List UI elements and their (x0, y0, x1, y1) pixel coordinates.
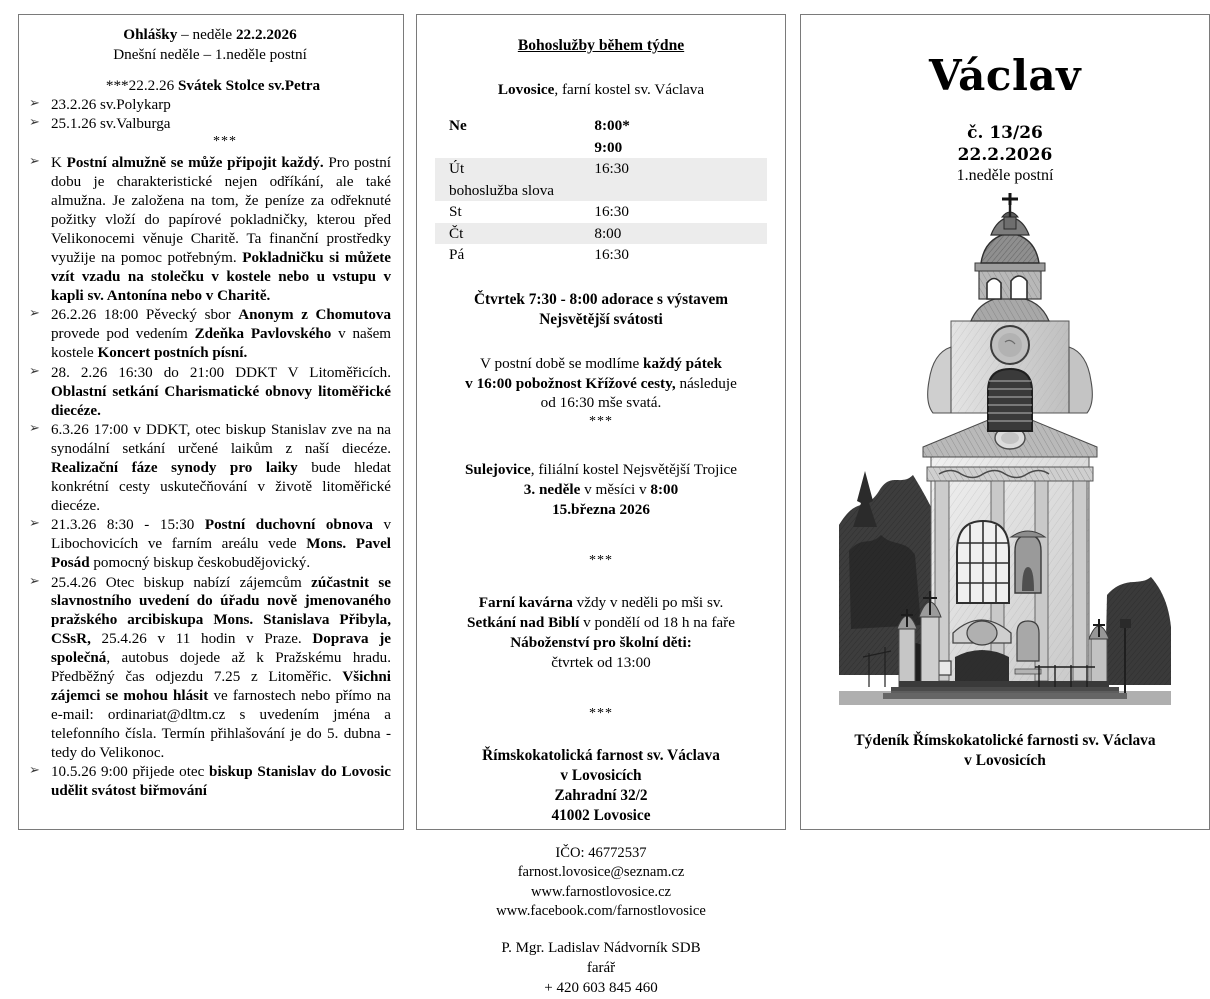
religion-classes-title: Náboženství pro školní děti: (510, 633, 692, 651)
announcement-text: provede pod vedením (51, 326, 195, 343)
table-row (435, 158, 767, 180)
priest-role: farář (586, 960, 616, 977)
announcements-panel (18, 14, 404, 830)
issue-number: č. 13/26 (967, 123, 1043, 143)
announcement-text: , autobus dojede až k Pražskému hradu. Předběžný čas odjezdu 7.25 z Litoměřic. (51, 650, 391, 686)
sulejovice-month-text: v měsíci v (580, 480, 651, 498)
announcement-text: bude hledat konkrétní cesty uskutečňování v životě litoměřické diecéze. (51, 459, 391, 514)
priest-phone[interactable]: + 420 603 845 460 (544, 980, 658, 997)
adoration-line-1: Čtvrtek 7:30 - 8:00 adorace s výstavem (473, 291, 729, 309)
parish-address-line-2: v Lovosicích (560, 767, 642, 785)
adoration-line-2: Nejsvětější svátosti (539, 310, 663, 328)
parish-ico: IČO: 46772537 (555, 844, 647, 861)
parish-address-line-1: Římskokatolická farnost sv. Václava (482, 747, 720, 765)
announcement-item (29, 574, 391, 763)
way-of-cross-block (435, 354, 767, 413)
church-photo (839, 195, 1171, 719)
bible-meeting-line (435, 613, 767, 633)
announcement-emphasis: zúčastnit se slavnostního uvedení do úřadu nově jmenovaného pražského arcibiskupa Mons. Stanislava Přibyla, CSsR, (51, 574, 392, 648)
schedule-day: Út (435, 158, 594, 180)
parish-email[interactable]: farnost.lovosice@seznam.cz (517, 864, 685, 881)
sulejovice-block (435, 460, 767, 519)
bulletin-footer (815, 731, 1195, 772)
bulletin-footer-line-2: v Lovosicích (964, 752, 1046, 770)
bulletin-footer-line-1: Týdeník Římskokatolické farnosti sv. Václava (854, 731, 1156, 749)
sulejovice-church-line (435, 460, 767, 480)
list-item: ➢ 23.2.26 sv.Polykarp (29, 96, 391, 115)
parish-address-line-4: 41002 Lovosice (551, 806, 651, 824)
table-row (435, 180, 767, 202)
schedule-day: bohoslužba slova (435, 180, 594, 202)
announcement-text: 28. 2.26 16:30 do 21:00 DDKT V Litoměřicích. (51, 364, 391, 381)
religion-classes-time: čtvrtek od 13:00 (551, 653, 651, 671)
sulejovice-church-rest: , filiální kostel Nejsvětější Trojice (530, 461, 738, 479)
announcement-item (29, 516, 391, 573)
services-heading: Bohoslužby během týdne (517, 37, 685, 54)
section-separator: *** (589, 414, 613, 430)
announcement-emphasis: Realizační fáze synody pro laiky (51, 459, 298, 476)
table-row (435, 223, 767, 245)
announcements-subtitle: Dnešní neděle – 1.neděle postní (113, 45, 307, 63)
way-of-cross-friday: každý pátek (643, 354, 722, 372)
page-title: Václav (928, 51, 1082, 100)
table-row (435, 201, 767, 223)
issue-date: 22.2.2026 (957, 145, 1053, 166)
announcement-text: pomocný biskup českobudějovický. (89, 555, 311, 572)
priest-block (435, 939, 767, 999)
announcement-item (29, 763, 391, 801)
feast-name: Svátek Stolce sv.Petra (177, 76, 321, 94)
announcement-item (29, 154, 391, 306)
sulejovice-date-value: 15.března 2026 (552, 500, 650, 518)
announcement-text: v Libochovicích ve farním areálu vede (51, 517, 392, 553)
schedule-time (594, 180, 767, 202)
announcement-text: v našem kostele (51, 326, 392, 362)
parish-address-line-3: Zahradní 32/2 (554, 787, 648, 805)
issue-sunday: 1.neděle postní (956, 167, 1054, 185)
sulejovice-frequency (435, 480, 767, 500)
section-separator: *** (589, 553, 613, 569)
announcements-title-dash: – neděle (177, 26, 236, 43)
announcement-emphasis: Oblastní setkání Charismatické obnovy litoměřické diecéze. (51, 383, 391, 419)
announcement-text: 25.4.26 v 11 hodin v Praze. (90, 631, 313, 648)
announcements-title (29, 25, 391, 45)
table-row (435, 137, 767, 159)
feast-stars: *** (105, 76, 129, 94)
parish-contact-block (435, 844, 767, 922)
schedule-day: Pá (449, 246, 465, 264)
church-illustration (839, 195, 1171, 719)
sulejovice-name: Sulejovice (464, 461, 531, 479)
announcements-title-date: 22.2.2026 (235, 26, 297, 43)
announcement-text: K (51, 155, 67, 172)
announcement-item (29, 364, 391, 421)
announcement-emphasis: Mons. Pavel Posád (51, 536, 391, 572)
lovosice-church-rest: , farní kostel sv. Václava (554, 81, 705, 98)
sulejovice-date (435, 500, 767, 520)
announcement-list (29, 154, 391, 801)
schedule-time: 16:30 (594, 246, 629, 264)
lovosice-church-line (435, 81, 767, 99)
feast-date: 22.2.26 (128, 76, 175, 94)
schedule-time: 8:00* (594, 117, 630, 134)
bible-meeting-rest: v pondělí od 18 h na faře (579, 614, 735, 632)
feast-line (29, 77, 391, 95)
announcement-emphasis: Všichni zájemci se mohou hlásit (51, 669, 391, 705)
announcement-text: 21.3.26 8:30 - 15:30 (51, 517, 205, 534)
schedule-day: Ne (449, 117, 467, 134)
sulejovice-time: 8:00 (650, 480, 679, 498)
way-of-cross-prefix: V postní době se modlíme (480, 354, 644, 372)
schedule-day (435, 137, 594, 159)
announcement-emphasis: Anonym z Chomutova (238, 307, 391, 324)
schedule-time: 8:00 (594, 223, 767, 245)
masthead-panel (800, 14, 1210, 830)
priest-name: P. Mgr. Ladislav Nádvorník SDB (501, 940, 701, 957)
list-item: ➢ 25.1.26 sv.Valburga (29, 115, 391, 134)
parish-cafe-label: Farní kavárna (478, 594, 573, 612)
table-row (435, 244, 767, 266)
schedule-time: 9:00 (594, 138, 623, 156)
parish-cafe-rest: vždy v neděli po mši sv. (572, 594, 724, 612)
announcement-emphasis: Koncert postních písní. (97, 345, 248, 362)
announcements-title-word: Ohlášky (123, 26, 178, 43)
bible-meeting-label: Setkání nad Biblí (467, 614, 580, 632)
schedule-day: St (449, 203, 462, 221)
religion-classes-label (435, 633, 767, 653)
parish-cafe-line (435, 593, 767, 613)
announcement-text: Pro postní dobu je charakteristické nejen odříkání, ale také almužna. Je založena na tom, že peníze za odřeknuté požitky vloží do papírové pokladničky, kterou před Velikonocemi věnuje Charitě. Ta finanční prostředky využije na pomoc potřebným. (51, 155, 391, 267)
announcement-item (29, 306, 391, 363)
parish-activities-block (435, 593, 767, 672)
announcement-text: 6.3.26 17:00 v DDKT, otec biskup Stanislav zve na na synodální setkání určené laikům z naší diecéze. (51, 422, 391, 457)
announcement-emphasis: Postní duchovní obnova (204, 517, 373, 534)
table-row (435, 115, 767, 137)
way-of-cross-line-1 (435, 354, 767, 374)
way-of-cross-line-2 (435, 374, 767, 394)
schedule-time: 16:30 (594, 158, 767, 180)
announcement-text: 25.4.26 Otec biskup nabízí zájemcům (51, 574, 312, 591)
way-of-cross-time: v 16:00 pobožnost Křížové cesty, (465, 374, 676, 392)
parish-facebook[interactable]: www.facebook.com/farnostlovosice (496, 903, 706, 920)
announcement-text: 10.5.26 9:00 přijede otec (51, 764, 210, 781)
section-separator: *** (589, 706, 613, 722)
announcement-emphasis: biskup Stanislav do Lovosic udělit svátost biřmování (51, 764, 391, 800)
schedule-time: 16:30 (594, 203, 629, 221)
parish-website[interactable]: www.farnostlovosice.cz (530, 883, 672, 900)
schedule-day: Čt (435, 223, 594, 245)
announcement-text: 26.2.26 18:00 Pěvecký sbor (51, 307, 239, 324)
saints-list (29, 96, 391, 134)
announcement-emphasis: Zdeňka Pavlovského (194, 326, 332, 343)
section-separator: *** (213, 134, 237, 150)
services-panel (416, 14, 786, 997)
mass-schedule-table (435, 115, 767, 266)
announcement-emphasis: Doprava je společná (51, 631, 391, 667)
announcement-emphasis: Postní almužně se může připojit každý. (66, 155, 324, 172)
announcement-item (29, 421, 391, 516)
announcement-text: ve farnostech nebo přímo na e-mail: ordinariat@dltm.cz s uvedením jména a telefonního čísla. Termín přihlašování je do 5. dubna - tedy do Velikonoc. (51, 688, 391, 761)
sulejovice-ordinal: 3. neděle (523, 480, 581, 498)
announcement-emphasis: Pokladničku si můžete vzít vzadu na stolečku v kostele nebo u vstupu v kapli sv. Antonína nebo v Charitě. (51, 250, 391, 304)
lovosice-name: Lovosice (497, 81, 555, 98)
way-of-cross-mid: následuje (675, 374, 737, 392)
way-of-cross-line-3: od 16:30 mše svatá. (540, 394, 662, 412)
